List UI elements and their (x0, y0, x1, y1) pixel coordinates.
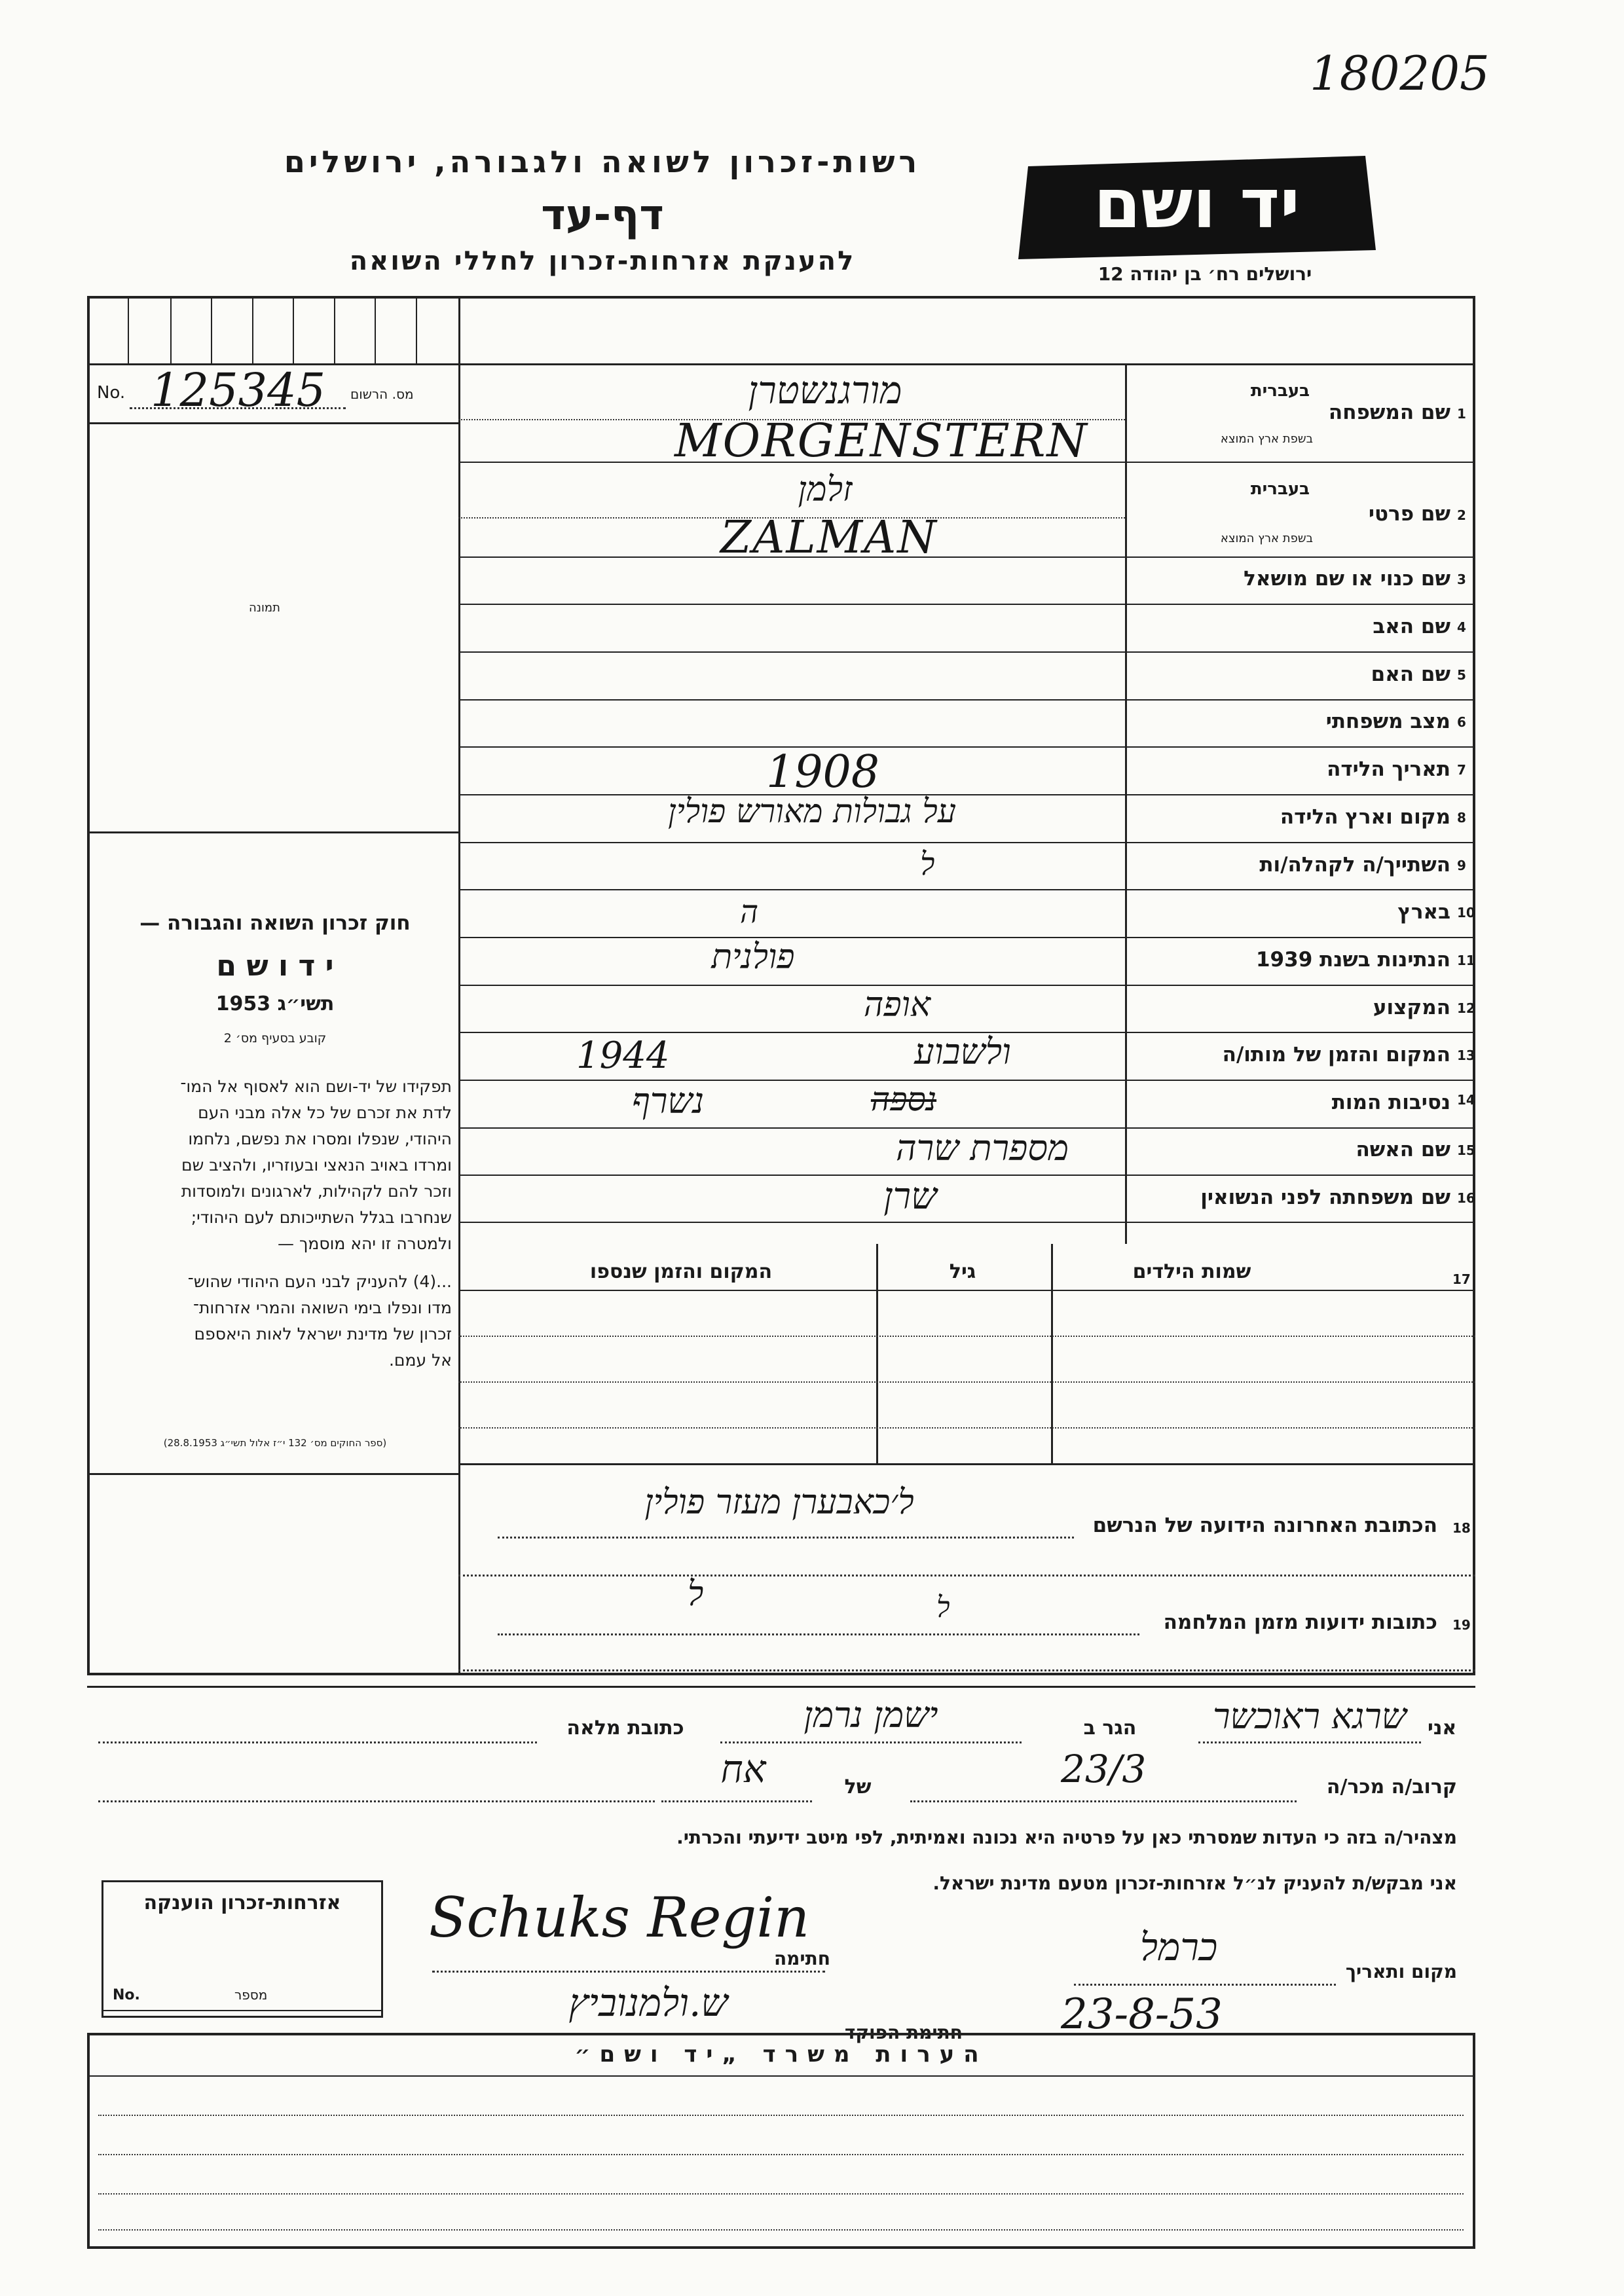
field-number: 11 (1457, 953, 1475, 968)
form-title: דף-עד (541, 191, 664, 240)
declarant-resides-label: הגר ב (1083, 1717, 1137, 1740)
field-number: 9 (1457, 858, 1466, 873)
mother-name-label: שם האם (1371, 663, 1450, 686)
photo-label: תמונה (249, 601, 280, 615)
registration-no-prefix: No. (97, 383, 126, 403)
law-line: אל עמם. (388, 1351, 452, 1370)
surname-hebrew-value: מורגנשטרן (748, 368, 902, 412)
official-signature-label: חתימת הפוקד (844, 2022, 963, 2043)
surname-sub-hebrew: בעברית (1250, 381, 1310, 401)
field-number: 6 (1457, 714, 1466, 730)
wife-name-label: שם האשה (1356, 1138, 1450, 1161)
logo-address: ירושלים רח׳ בן יהודה 12 (1098, 263, 1312, 285)
field-number: 15 (1457, 1142, 1475, 1158)
field-number: 19 (1452, 1617, 1471, 1633)
law-clause: קובע בסעיף מס׳ 2 (223, 1031, 327, 1046)
wartime-address-value-b: ל (936, 1591, 950, 1624)
date-written-value: 23-8-53 (1061, 1990, 1223, 2039)
death-place-time-label: המקום והזמן של מותו/ה (1222, 1043, 1450, 1066)
field-number: 7 (1457, 762, 1466, 778)
nationality-label: הנתינות בשנת 1939 (1255, 948, 1450, 972)
profession-label: המקצוע (1373, 996, 1450, 1019)
field-number: 18 (1452, 1520, 1471, 1536)
declarant-place-value: ישמן נרמן (803, 1694, 938, 1736)
death-year-value: 1944 (576, 1034, 670, 1077)
community-value: ל (920, 846, 935, 883)
death-circumstances-label: נסיבות המות (1331, 1091, 1450, 1114)
surname-latin-value: MORGENSTERN (674, 414, 1088, 467)
death-circumstances-value: נשרף (631, 1080, 705, 1121)
field-number: 14 (1457, 1092, 1475, 1108)
field-number: 8 (1457, 810, 1466, 826)
signature-label: חתימה (773, 1948, 831, 1969)
request-text: אני מבקש/ת להעניק לנ״ל אזרחות-זכרון מטעם מדינת ישראל. (932, 1872, 1457, 1894)
yad-vashem-logo (1012, 152, 1382, 263)
field-number: 10 (1457, 905, 1475, 920)
surname-sub-origin: בשפת ארץ המוצא (1220, 432, 1313, 446)
children-names-header: שמות הילדים (1132, 1260, 1251, 1283)
marital-status-label: מצב משפחתי (1325, 710, 1450, 733)
last-address-value: ל׳כאבערן מעזר פולין (644, 1483, 914, 1522)
document-number: 180205 (1310, 46, 1490, 101)
law-line: זכרון של מדינת ישראל לאות היאספם (194, 1324, 452, 1343)
nationality-value: פולנית (711, 938, 795, 977)
law-line: היהודי, שנפלו ומסרו את נפשם, נלחמו (188, 1129, 452, 1148)
relation-label: קרוב/ה מכר/ה (1326, 1776, 1457, 1798)
field-number: 4 (1457, 619, 1466, 635)
first-name-sub-hebrew: בעברית (1250, 479, 1310, 499)
country-label: בארץ (1397, 900, 1450, 924)
declaration-text: מצהיר/ה בזה כי העדות שמסרתי כאן על פרטיה היא נכונה ואמיתית, לפי מיטב ידיעתי והכרתי. (676, 1827, 1457, 1848)
law-line: לדת את זכרם של כל אלה מבני העם (198, 1103, 452, 1122)
field-number: 12 (1457, 1000, 1475, 1016)
citizenship-box-title: אזרחות-זכרון הוענקה (143, 1891, 341, 1914)
law-line: שנחרבו בגלל השתייכותם לעם היהודי; (191, 1208, 452, 1227)
birth-place-label: מקום וארץ הלידה (1280, 805, 1450, 829)
wife-maiden-name-value: שרן (883, 1175, 937, 1218)
wartime-address-label: כתובות ידועות מזמן המלחמה (1163, 1611, 1437, 1634)
house-number-value: 23/3 (1061, 1747, 1147, 1791)
birth-date-value: 1908 (766, 746, 880, 798)
children-place-header: המקום והזמן שנספו (589, 1260, 773, 1283)
first-name-sub-origin: בשפת ארץ המוצא (1220, 532, 1313, 545)
citizenship-box-number-label: מספר (234, 1987, 268, 2003)
law-name: י ד ו ש ם (216, 949, 334, 983)
birth-place-value: על גבולות מאורש פולין (667, 792, 957, 830)
law-line: ...(4) להעניק לבני העם היהודי שהוש־ (187, 1272, 452, 1291)
field-number: 5 (1457, 667, 1466, 683)
first-name-hebrew-value: זלמן (798, 470, 853, 509)
father-name-label: שם האב (1373, 615, 1450, 638)
field-number: 2 (1457, 507, 1466, 523)
relation-value: אח (720, 1747, 766, 1791)
citizenship-granted-box (101, 1880, 383, 2018)
of-label: של (844, 1776, 872, 1798)
logo-text: יד ושם (1094, 164, 1300, 244)
field-number: 17 (1452, 1271, 1471, 1287)
remarks-title: הערות משרד „יד ושם״ (574, 2041, 988, 2068)
official-signature-value: ש.ולמנוביץ (568, 1980, 728, 2025)
law-title: חוק זכרון השואה והגבורה — (139, 911, 411, 935)
registration-label: מס. הרשום (350, 386, 414, 402)
field-number: 3 (1457, 572, 1466, 587)
declarant-signature: Schuks Regin (429, 1886, 810, 1950)
field-number: 13 (1457, 1048, 1475, 1063)
wife-name-value: מספרת שרה (895, 1127, 1069, 1169)
death-circumstances-struck-value: נספה (870, 1080, 937, 1118)
law-text (98, 1074, 452, 1374)
country-value: ה (740, 894, 759, 930)
place-date-label: מקום ותאריך (1345, 1961, 1457, 1982)
declarant-ani-label: אני (1428, 1717, 1457, 1740)
children-age-header: גיל (949, 1260, 976, 1283)
wartime-address-value-a: ל (688, 1575, 704, 1614)
authority-title: רשות-זכרון לשואה ולגבורה, ירושלים (284, 144, 921, 179)
registration-number: 125345 (151, 363, 326, 417)
death-place-value: ולשבוע (914, 1031, 1011, 1072)
full-address-label: כתובת מלאה (566, 1717, 684, 1740)
last-address-label: הכתובת האחרונה הידועה של הנרשם (1092, 1514, 1437, 1537)
law-line: תפקידו של יד-ושם הוא לאסוף אל המו־ (180, 1077, 452, 1096)
field-number: 1 (1457, 406, 1466, 422)
declarant-name-value: שרגא ראוכשר (1212, 1696, 1407, 1737)
form-subtitle: להענקת אזרחות-זכרון לחללי השואה (349, 246, 856, 276)
law-source: (ספר החוקים מס׳ 132 י״ז אלול תשי״ג 28.8.1953) (163, 1437, 387, 1449)
citizenship-box-no-label: No. (113, 1987, 140, 2003)
community-label: השתייך/ה לקהלה/ות (1259, 853, 1450, 877)
birth-date-label: תאריך הלידה (1327, 757, 1450, 781)
first-name-label: שם פרטי (1368, 502, 1450, 526)
law-line: ומרדו באויב הנאצי ובעוזריו, ולהציב שם (181, 1156, 452, 1175)
place-written-value: כרמל (1139, 1925, 1218, 1969)
wife-maiden-name-label: שם משפחתה לפני הנשואין (1200, 1186, 1450, 1209)
field-number: 16 (1457, 1190, 1475, 1206)
law-line: וזכר להם לקהילות, לארגונים ולמוסדות (181, 1182, 452, 1201)
profession-value: אופה (863, 985, 931, 1025)
law-year: תשי״ג 1953 (215, 993, 335, 1015)
surname-label: שם המשפחה (1328, 401, 1450, 424)
law-line: מדו ונפלו בימי השואה והמרי אזרחות־ (193, 1298, 452, 1317)
nickname-label: שם כנוי או שם מושאל (1244, 567, 1450, 591)
law-line: ולמטרה זו יהא מוסמך — (278, 1234, 452, 1253)
first-name-latin-value: ZALMAN (720, 512, 938, 564)
